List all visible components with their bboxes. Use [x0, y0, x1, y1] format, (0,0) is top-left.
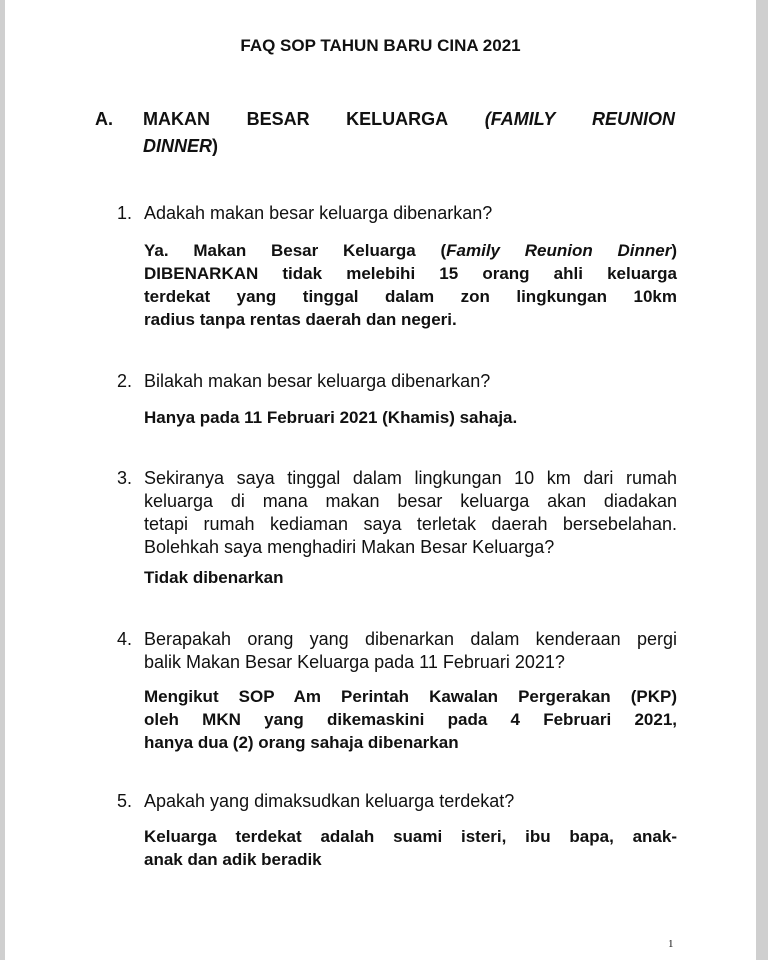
- answer-line: oleh MKN yang dikemaskini pada 4 Februari 2021,: [144, 710, 677, 729]
- faq-answer: [144, 685, 677, 754]
- faq-answer: [144, 566, 677, 589]
- page-number: 1: [668, 938, 674, 950]
- question-number: 5.: [117, 791, 133, 811]
- answer-line: DIBENARKAN tidak melebihi 15 orang ahli keluarga: [144, 264, 677, 283]
- question-text: Apakah yang dimaksudkan keluarga terdekat?: [144, 791, 515, 811]
- section-letter: A.: [95, 109, 113, 129]
- section-word: (FAMILY: [484, 109, 556, 129]
- answer-line: terdekat yang tinggal dalam zon lingkungan 10km: [144, 287, 677, 306]
- question-number: 4.: [117, 629, 133, 649]
- document-title: FAQ SOP TAHUN BARU CINA 2021: [240, 36, 521, 55]
- section-italic: DINNER: [143, 136, 213, 156]
- section-word: MAKAN: [143, 109, 210, 129]
- question-text: Berapakah orang yang dibenarkan dalam kenderaan pergi balik Makan Besar Keluarga pada 11 Februari 2021?: [144, 629, 677, 672]
- faq-answer: [144, 406, 677, 429]
- answer-line: Ya. Makan Besar Keluarga (Family Reunion Dinner): [144, 241, 677, 260]
- question-text: Bilakah makan besar keluarga dibenarkan?: [144, 371, 491, 391]
- faq-answer: [144, 825, 677, 871]
- answer-line: radius tanpa rentas daerah dan negeri.: [144, 310, 457, 329]
- question-number: 1.: [117, 203, 133, 223]
- section-close: ): [212, 136, 219, 156]
- answer-line: Keluarga terdekat adalah suami isteri, ibu bapa, anak-: [144, 827, 677, 846]
- answer-line: Tidak dibenarkan: [144, 568, 284, 587]
- section-word: BESAR: [246, 109, 310, 129]
- section-word: REUNION: [591, 109, 675, 129]
- answer-line: Hanya pada 11 Februari 2021 (Khamis) sahaja.: [144, 408, 518, 427]
- document-page: [5, 0, 756, 960]
- question-text: Adakah makan besar keluarga dibenarkan?: [144, 203, 493, 223]
- question-text: Sekiranya saya tinggal dalam lingkungan 10 km dari rumah keluarga di mana makan besar keluarga akan diadakan tetapi rumah kediaman saya terletak daerah bersebelahan. Bolehkah saya menghadiri Makan Besar Keluarga?: [144, 468, 677, 557]
- question-number: 2.: [117, 371, 133, 391]
- question-number: 3.: [117, 468, 133, 488]
- answer-line: hanya dua (2) orang sahaja dibenarkan: [144, 733, 459, 752]
- section-word: KELUARGA: [346, 109, 449, 129]
- answer-line: Mengikut SOP Am Perintah Kawalan Pergerakan (PKP): [144, 687, 677, 706]
- answer-line: anak dan adik beradik: [144, 850, 322, 869]
- faq-answer: [144, 239, 677, 331]
